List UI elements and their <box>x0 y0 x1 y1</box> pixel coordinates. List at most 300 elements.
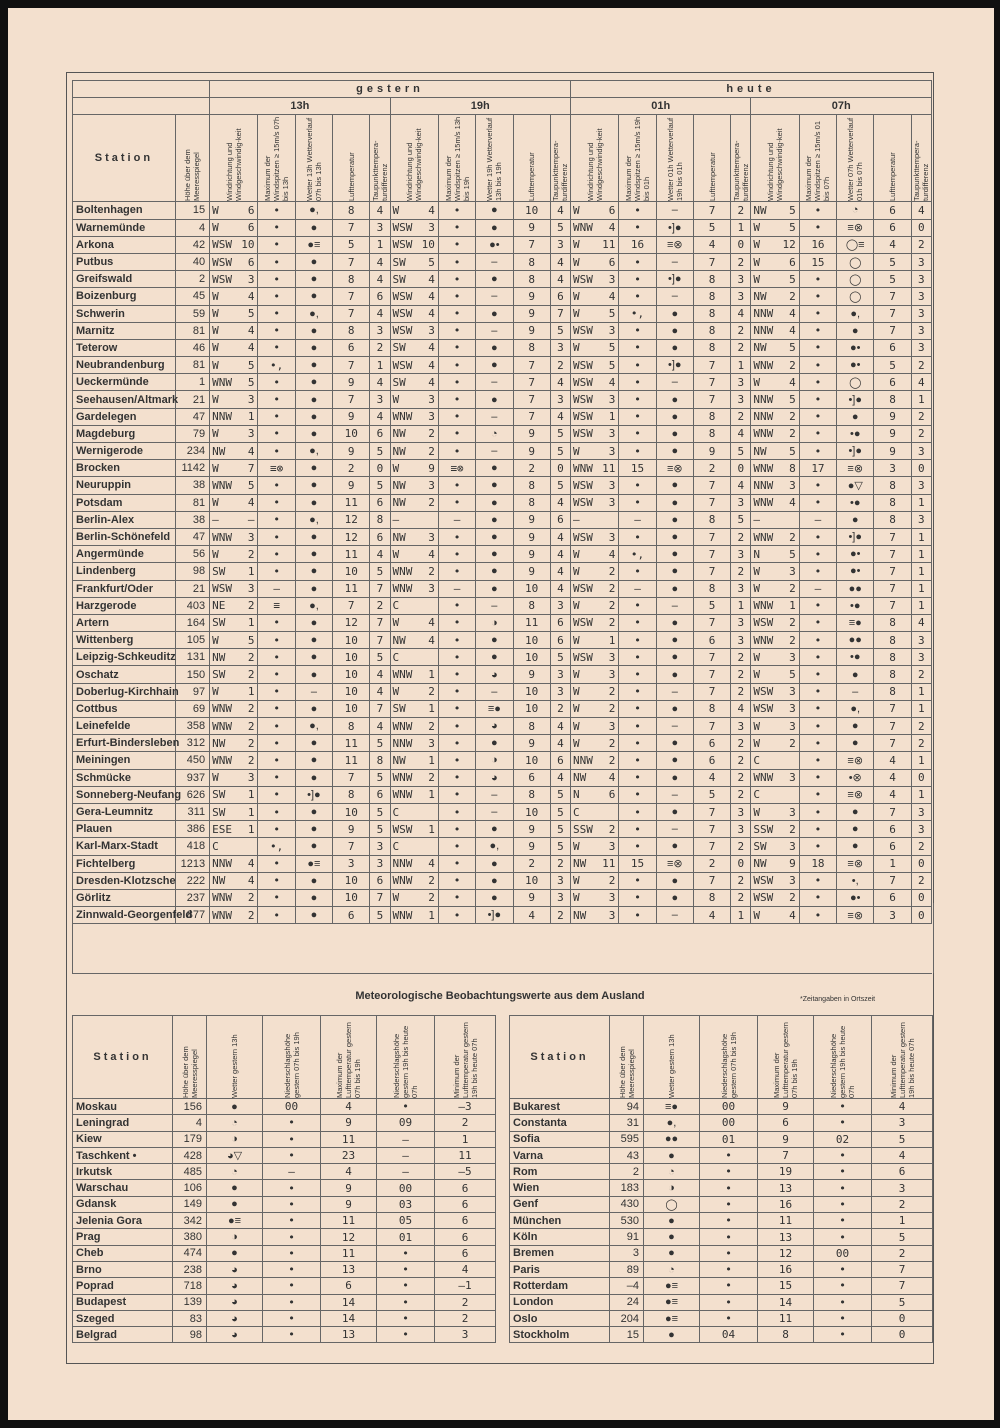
weather-symbol: •⊗ <box>837 769 874 786</box>
gust-value: • <box>619 683 656 700</box>
station-height: 530 <box>610 1213 644 1229</box>
weather-symbol: ● <box>644 1213 700 1229</box>
weather-symbol: •]● <box>837 528 874 545</box>
temperature-value: 7 <box>693 649 730 666</box>
station-name: Potsdam <box>73 494 176 511</box>
wind-speed: 2 <box>608 702 616 716</box>
wind-direction: NW <box>212 650 226 664</box>
dewpoint-diff-value: 3 <box>731 391 751 408</box>
wind-cell <box>751 202 799 219</box>
wind-direction: NNW <box>572 753 593 767</box>
wind-cell <box>570 752 618 769</box>
station-height: 4 <box>175 219 209 236</box>
gust-header: Maximum der Windspitzen ≥ 15m/s 07h bis 13h <box>263 117 291 202</box>
dewpoint-diff-value: 4 <box>550 374 570 391</box>
wind-cell <box>390 872 438 889</box>
weather-symbol: ● <box>656 425 693 442</box>
dewpoint-diff-value: 6 <box>550 288 570 305</box>
dewpoint-diff-value: 4 <box>370 305 390 322</box>
gust-value: • <box>799 718 836 735</box>
wind-cell <box>751 563 799 580</box>
station-name: Szeged <box>73 1310 173 1326</box>
temperature-value: 11 <box>333 580 370 597</box>
dewpoint-diff-value: 4 <box>370 202 390 219</box>
gust-value: • <box>619 253 656 270</box>
weather-symbol: ●, <box>295 443 332 460</box>
station-row <box>73 425 932 442</box>
station-row <box>73 786 932 803</box>
wind-cell <box>210 339 258 356</box>
weather-symbol: ● <box>295 614 332 631</box>
wind-speed: 3 <box>789 564 796 578</box>
wind-speed: 3 <box>428 393 435 407</box>
precip-night-value: • <box>814 1164 872 1180</box>
min-temp-value: 7 <box>872 1278 933 1294</box>
temperature-value: 8 <box>874 632 911 649</box>
temperature-value: 9 <box>513 563 550 580</box>
dewpoint-diff-value: 1 <box>911 546 931 563</box>
gust-value: • <box>258 425 295 442</box>
wind-speed: 2 <box>428 891 435 905</box>
station-row <box>73 700 932 717</box>
gust-value: • <box>619 649 656 666</box>
temperature-value: 11 <box>333 546 370 563</box>
gust-value: • <box>438 769 475 786</box>
wind-speed: 3 <box>428 530 435 544</box>
foreign-title: Meteorologische Beobachtungswerte aus dem Ausland <box>355 990 645 1002</box>
wind-speed: 2 <box>247 650 255 664</box>
gust-value: • <box>619 374 656 391</box>
weather-symbol: ●• <box>837 546 874 563</box>
time-13h: 13h <box>210 98 390 115</box>
wind-speed: 4 <box>789 324 796 338</box>
wind-direction: C <box>392 650 400 664</box>
weather-header: Wetter 13h Wetterverlauf 07h bis 13h <box>304 118 323 202</box>
station-name: Wien <box>510 1180 610 1196</box>
wind-direction: WNW <box>392 410 413 424</box>
wind-speed: 1 <box>247 788 255 802</box>
station-row <box>73 528 932 545</box>
wind-cell <box>390 752 438 769</box>
gust-value: ≡ <box>258 597 295 614</box>
temperature-value: 7 <box>693 666 730 683</box>
dewpoint-diff-value: 3 <box>731 718 751 735</box>
wind-direction: W <box>572 874 580 888</box>
min-temp-value: 4 <box>872 1147 933 1163</box>
wind-direction: NNW <box>392 736 413 750</box>
wind-speed: 2 <box>608 599 616 613</box>
gust-value: • <box>799 357 836 374</box>
weather-symbol: ●● <box>837 580 874 597</box>
precip-day-value: • <box>263 1310 321 1326</box>
temperature-value: 2 <box>513 855 550 872</box>
wind-speed: 2 <box>608 822 616 836</box>
dewpoint-diff-value: 2 <box>731 322 751 339</box>
weather-symbol: ●● <box>644 1131 700 1147</box>
weather-symbol: – <box>476 786 513 803</box>
wind-cell <box>570 236 618 253</box>
wind-cell <box>570 271 618 288</box>
weather-symbol: ● <box>656 803 693 820</box>
dewpoint-diff-value: 5 <box>550 443 570 460</box>
precip-night-value: • <box>377 1327 435 1343</box>
weather-symbol: ● <box>295 477 332 494</box>
weather-symbol: •]● <box>656 357 693 374</box>
wind-cell <box>210 872 258 889</box>
wind-cell <box>570 391 618 408</box>
foreign-row <box>510 1229 933 1245</box>
wind-cell <box>751 718 799 735</box>
dewpoint-diff-value: 2 <box>911 236 931 253</box>
temperature-value: 9 <box>513 821 550 838</box>
dewpoint-diff-value: 6 <box>370 872 390 889</box>
wind-speed: 9 <box>789 857 796 871</box>
min-temp-value: 2 <box>872 1196 933 1212</box>
wind-speed: 2 <box>608 874 616 888</box>
wind-cell <box>751 494 799 511</box>
wind-cell <box>751 460 799 477</box>
temperature-value: 10 <box>333 563 370 580</box>
weather-symbol: ● <box>295 889 332 906</box>
gust-value: • <box>258 632 295 649</box>
weather-symbol: ● <box>207 1245 263 1261</box>
wind-cell <box>751 357 799 374</box>
dewpoint-diff-value: 2 <box>911 408 931 425</box>
wind-cell <box>390 288 438 305</box>
wind-direction: W <box>572 839 580 853</box>
temperature-value: 7 <box>874 322 911 339</box>
station-height: 15 <box>610 1327 644 1343</box>
gust-value: • <box>619 769 656 786</box>
gust-value: • <box>438 202 475 219</box>
wind-speed: 6 <box>247 203 255 217</box>
dewpoint-diff-value: 2 <box>731 563 751 580</box>
dewpoint-diff-value: 6 <box>370 494 390 511</box>
wind-direction: WNW <box>753 633 774 647</box>
wind-cell <box>210 786 258 803</box>
weather-symbol: ● <box>295 649 332 666</box>
dewpoint-diff-value: 1 <box>911 700 931 717</box>
gust-value: – <box>438 580 475 597</box>
wind-cell <box>210 443 258 460</box>
weather-symbol: ◕ <box>207 1278 263 1294</box>
max-temp-value: 9 <box>758 1099 814 1115</box>
wind-direction: NW <box>212 736 226 750</box>
foreign-row <box>73 1147 496 1163</box>
wind-cell <box>570 528 618 545</box>
gust-value: • <box>799 374 836 391</box>
station-name: Poprad <box>73 1278 173 1294</box>
gust-value: • <box>799 305 836 322</box>
gust-value: • <box>619 339 656 356</box>
dewpoint-diff-value: 5 <box>370 443 390 460</box>
gust-value: • <box>258 563 295 580</box>
dewpoint-diff-value: 4 <box>550 494 570 511</box>
station-height: 718 <box>173 1278 207 1294</box>
temperature-value: 9 <box>874 425 911 442</box>
precip-day-value: • <box>700 1213 758 1229</box>
gust-value: • <box>619 477 656 494</box>
wind-cell <box>751 821 799 838</box>
station-name: Rom <box>510 1164 610 1180</box>
wind-direction: W <box>392 616 400 630</box>
wind-speed: 2 <box>428 564 435 578</box>
station-height: 164 <box>175 614 209 631</box>
group-heute: heute <box>570 81 931 98</box>
gust-value: • <box>799 271 836 288</box>
gust-value: • <box>438 357 475 374</box>
wind-speed: 3 <box>608 393 616 407</box>
wind-cell <box>570 563 618 580</box>
gust-header: Maximum der Windspitzen ≥ 15m/s 13h bis 19h <box>443 117 471 202</box>
precip-day-value: • <box>700 1278 758 1294</box>
station-height: 98 <box>173 1327 207 1343</box>
weather-symbol: – <box>295 683 332 700</box>
gust-value: • <box>258 202 295 219</box>
wind-cell <box>751 838 799 855</box>
weather-symbol: ◔ <box>644 1261 700 1277</box>
dewpoint-diff-value: 2 <box>911 735 931 752</box>
dew-header: Taupunkttempera-turdifferenz <box>731 140 750 202</box>
wind-speed: 2 <box>608 753 616 767</box>
dewpoint-diff-value: 1 <box>911 786 931 803</box>
wind-cell <box>751 683 799 700</box>
gust-value: • <box>258 408 295 425</box>
precip-night-value: • <box>814 1229 872 1245</box>
gust-value: • <box>258 683 295 700</box>
gust-value: • <box>799 219 836 236</box>
station-row <box>73 580 932 597</box>
temperature-value: 10 <box>333 700 370 717</box>
wind-header: Windrichtung und Windgeschwindig-keit <box>585 128 604 202</box>
dewpoint-diff-value: 2 <box>911 872 931 889</box>
weather-symbol: ● <box>476 219 513 236</box>
dewpoint-diff-value: 3 <box>911 632 931 649</box>
station-height: 149 <box>173 1196 207 1212</box>
wind-cell <box>570 219 618 236</box>
wind-direction: W <box>212 221 219 235</box>
weather-symbol: ≡⊗ <box>837 752 874 769</box>
station-height: 81 <box>175 357 209 374</box>
weather-symbol: •, <box>837 872 874 889</box>
dewpoint-diff-value: 2 <box>731 872 751 889</box>
weather-symbol: ≡⊗ <box>837 460 874 477</box>
wind-cell <box>390 769 438 786</box>
weather-symbol: ● <box>476 855 513 872</box>
precip-night-value: • <box>814 1294 872 1310</box>
temperature-value: 8 <box>513 339 550 356</box>
precip-day-value: 00 <box>700 1115 758 1131</box>
wind-cell <box>210 528 258 545</box>
wind-speed: 3 <box>789 650 796 664</box>
weather-symbol: ● <box>476 391 513 408</box>
wind-direction: W <box>212 324 219 338</box>
dewpoint-diff-value: 4 <box>370 408 390 425</box>
dewpoint-diff-value: 5 <box>370 649 390 666</box>
wind-cell <box>390 597 438 614</box>
station-name: Neubrandenburg <box>73 357 176 374</box>
dewpoint-diff-value: 4 <box>370 253 390 270</box>
gust-value: • <box>619 271 656 288</box>
dewpoint-diff-value: 1 <box>911 494 931 511</box>
time-01h: 01h <box>570 98 750 115</box>
foreign-row <box>73 1099 496 1115</box>
weather-symbol: – <box>476 803 513 820</box>
dewpoint-diff-value: 1 <box>911 563 931 580</box>
foreign-rows-left <box>73 1099 496 1343</box>
dewpoint-diff-value: 4 <box>731 305 751 322</box>
wind-direction: WNW <box>753 358 774 372</box>
weather-symbol: ● <box>295 494 332 511</box>
weather-symbol: ● <box>837 803 874 820</box>
weather-symbol: ◯ <box>837 253 874 270</box>
temperature-value: 7 <box>874 718 911 735</box>
station-name: Gera-Leumnitz <box>73 803 176 820</box>
min-temp-value: 6 <box>872 1164 933 1180</box>
gust-value: • <box>258 288 295 305</box>
wind-cell <box>390 511 438 528</box>
wind-speed: 2 <box>789 530 796 544</box>
station-name: Cheb <box>73 1245 173 1261</box>
dewpoint-diff-value: 5 <box>370 803 390 820</box>
wind-direction: WSW <box>392 221 413 235</box>
wind-direction: WSW <box>392 822 413 836</box>
dewpoint-diff-value: 5 <box>550 425 570 442</box>
weather-symbol: ● <box>476 202 513 219</box>
station-height: 204 <box>610 1310 644 1326</box>
temperature-value: 5 <box>874 253 911 270</box>
precip-day-value: • <box>263 1196 321 1212</box>
wind-speed: 2 <box>428 427 435 441</box>
precip-day-value: • <box>263 1131 321 1147</box>
temperature-value: 6 <box>874 838 911 855</box>
station-row <box>73 614 932 631</box>
station-height: 234 <box>175 443 209 460</box>
weather-symbol: ● <box>656 889 693 906</box>
dewpoint-diff-value: 5 <box>550 649 570 666</box>
wind-speed: 3 <box>608 908 616 922</box>
station-height: 238 <box>173 1261 207 1277</box>
wind-direction: NNW <box>753 410 774 424</box>
temperature-value: 9 <box>513 528 550 545</box>
weather-symbol: ● <box>476 528 513 545</box>
station-name: Meiningen <box>73 752 176 769</box>
wind-speed: 4 <box>428 272 435 286</box>
wind-speed: 1 <box>247 685 255 699</box>
station-name: Belgrad <box>73 1327 173 1343</box>
wind-direction: SW <box>212 788 226 802</box>
gust-value: • <box>438 614 475 631</box>
min-temp-value: 6 <box>435 1196 496 1212</box>
wind-cell <box>570 408 618 425</box>
wind-cell <box>210 374 258 391</box>
dewpoint-diff-value: 7 <box>370 614 390 631</box>
wind-cell <box>210 305 258 322</box>
temperature-value: 8 <box>874 511 911 528</box>
station-row <box>73 374 932 391</box>
dewpoint-diff-value: 3 <box>911 821 931 838</box>
dewpoint-diff-value: 3 <box>911 477 931 494</box>
temperature-value: 9 <box>333 821 370 838</box>
wind-speed: 3 <box>247 530 255 544</box>
weather-symbol: – <box>476 288 513 305</box>
temperature-value: 8 <box>333 322 370 339</box>
wind-cell <box>210 597 258 614</box>
gust-value: •, <box>619 546 656 563</box>
station-name: Arkona <box>73 236 176 253</box>
wind-cell <box>390 322 438 339</box>
wind-direction: WNW <box>212 702 232 716</box>
gust-value: • <box>438 700 475 717</box>
min-temp-value: 6 <box>435 1213 496 1229</box>
wind-speed: 5 <box>247 478 255 492</box>
wind-cell <box>570 494 618 511</box>
weather-symbol: ◔ <box>644 1164 700 1180</box>
max-temp-value: 23 <box>321 1147 377 1163</box>
precip-night-value: • <box>814 1196 872 1212</box>
wind-cell <box>210 219 258 236</box>
gust-value: – <box>619 511 656 528</box>
temperature-value: 6 <box>513 769 550 786</box>
dewpoint-diff-value: 6 <box>370 425 390 442</box>
dewpoint-diff-value: 2 <box>370 597 390 614</box>
wind-speed: 4 <box>789 908 796 922</box>
dew-header: Taupunkttempera-turdifferenz <box>551 140 570 202</box>
max-temp-value: 11 <box>321 1245 377 1261</box>
precip-night-value: • <box>814 1278 872 1294</box>
gust-value: • <box>799 907 836 924</box>
wind-cell <box>210 494 258 511</box>
wind-direction: WNW <box>212 891 232 905</box>
wind-direction: NW <box>753 341 767 355</box>
weather-symbol: ● <box>476 821 513 838</box>
wind-cell <box>570 511 618 528</box>
precip-day-value: • <box>263 1147 321 1163</box>
dewpoint-diff-value: 1 <box>911 597 931 614</box>
gust-value: • <box>438 752 475 769</box>
max-temp-value: 16 <box>758 1196 814 1212</box>
dewpoint-diff-value: 3 <box>550 872 570 889</box>
gust-value: ≡⊗ <box>438 460 475 477</box>
weather-symbol: ● <box>295 357 332 374</box>
wind-direction: – <box>572 513 580 527</box>
dewpoint-diff-value: 2 <box>731 339 751 356</box>
min-temp-value: 0 <box>872 1310 933 1326</box>
wind-speed: 9 <box>428 461 435 475</box>
gust-value: • <box>438 786 475 803</box>
weather-symbol: ● <box>295 391 332 408</box>
dewpoint-diff-value: 4 <box>911 202 931 219</box>
temperature-value: 8 <box>693 889 730 906</box>
wind-direction: W <box>572 736 580 750</box>
dewpoint-diff-value: 0 <box>911 889 931 906</box>
temperature-value: 7 <box>874 528 911 545</box>
wind-speed: 2 <box>428 444 435 458</box>
weather-symbol: – <box>476 597 513 614</box>
precip-night-value: 09 <box>377 1115 435 1131</box>
foreign-row <box>510 1099 933 1115</box>
wind-cell <box>390 786 438 803</box>
gust-value: • <box>619 528 656 545</box>
wind-speed: 11 <box>602 857 616 871</box>
station-row <box>73 872 932 889</box>
wind-speed: 4 <box>789 375 796 389</box>
max-temp-value: 6 <box>321 1278 377 1294</box>
temperature-value: 8 <box>513 494 550 511</box>
foreign-row <box>73 1229 496 1245</box>
station-name: Wittenberg <box>73 632 176 649</box>
precip-night-value: • <box>814 1099 872 1115</box>
